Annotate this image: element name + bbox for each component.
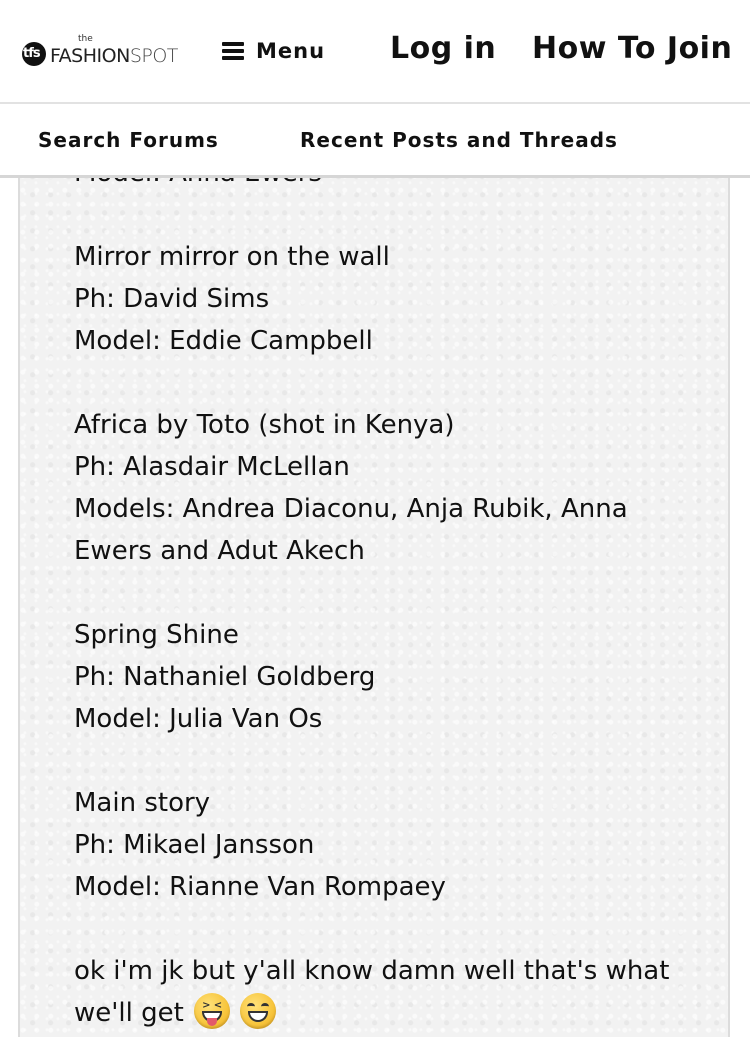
post-line: Ewers and Adut Akech (74, 536, 365, 566)
site-logo[interactable] (22, 36, 178, 68)
how-to-join-link[interactable]: How To Join (532, 31, 733, 66)
post-line: Models: Andrea Diaconu, Anja Rubik, Anna (74, 494, 628, 524)
post-line: Ph: Mikael Jansson (74, 830, 315, 860)
post-closing (74, 950, 714, 1034)
post-block-2 (74, 404, 714, 572)
logo-fashion: FASHION (50, 45, 130, 67)
post-line: Ph: Alasdair McLellan (74, 452, 350, 482)
post-text (74, 152, 714, 1034)
post-block-4 (74, 782, 714, 908)
search-forums-link[interactable]: Search Forums (38, 128, 219, 152)
post-line: Model: Eddie Campbell (74, 326, 373, 356)
menu-label: Menu (256, 39, 326, 63)
post-block-1 (74, 236, 714, 362)
logo-spot: SPOT (129, 45, 178, 67)
logo-mark-text: tfs (23, 46, 40, 61)
post-line: Spring Shine (74, 620, 239, 650)
post-body (18, 130, 730, 1037)
login-link[interactable]: Log in (390, 31, 497, 66)
logo-the: the (78, 34, 93, 44)
sub-nav (0, 104, 750, 178)
post-block-3 (74, 614, 714, 740)
grinning-emoji-icon (240, 993, 276, 1029)
logo-mark-icon (22, 42, 48, 66)
post-line-text: we'll get (74, 998, 184, 1028)
post-line-with-emoji (74, 992, 714, 1034)
post-line: Ph: Nathaniel Goldberg (74, 662, 376, 692)
squinting-tongue-emoji-icon: > < (194, 993, 230, 1029)
post-line: Mirror mirror on the wall (74, 242, 390, 272)
post-line: Model: Rianne Van Rompaey (74, 872, 446, 902)
top-header (0, 0, 750, 104)
post-line: Africa by Toto (shot in Kenya) (74, 410, 455, 440)
recent-posts-link[interactable]: Recent Posts and Threads (300, 128, 618, 152)
post-line: Model: Julia Van Os (74, 704, 323, 734)
post-line: ok i'm jk but y'all know damn well that's what (74, 956, 670, 986)
hamburger-icon (222, 42, 244, 60)
menu-button[interactable] (222, 34, 325, 68)
post-line: Main story (74, 788, 211, 818)
post-line: Ph: David Sims (74, 284, 270, 314)
logo-wordmark (50, 34, 178, 68)
